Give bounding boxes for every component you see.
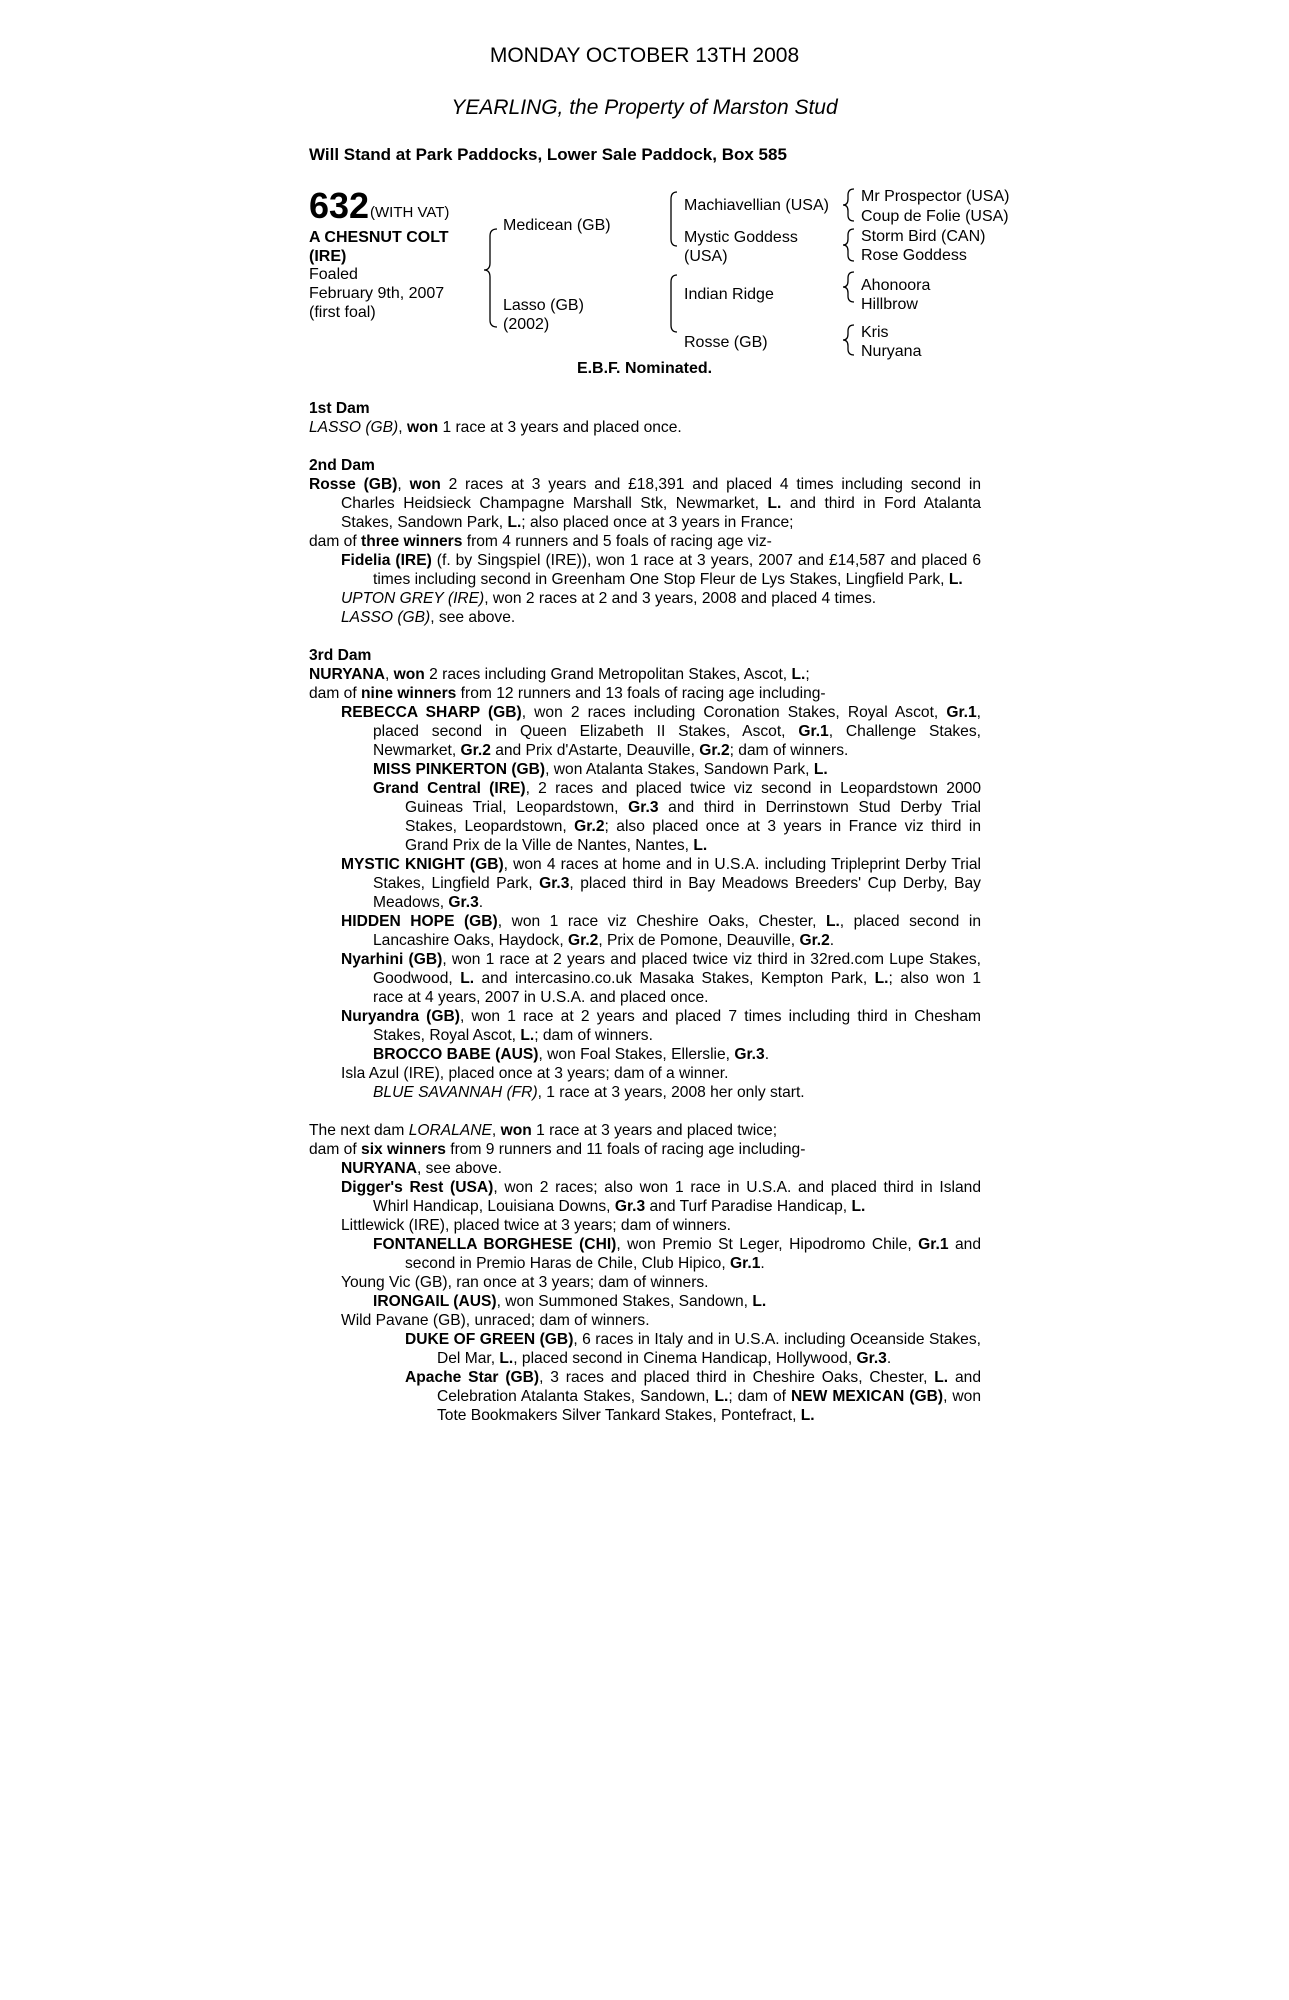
listed-mark: L. <box>714 1388 729 1405</box>
text-run: , won 1 race at 2 years and placed twice viz third in 32red.com Lupe Stakes, Goodwood, <box>373 951 982 987</box>
text-run: , placed third in Bay Meadows Breeders' Cup Derby, Bay Meadows, <box>373 875 981 911</box>
first-dam-text: 1 race at 3 years and placed once. <box>438 419 682 436</box>
horse-name: Nyarhini (GB) <box>341 951 443 968</box>
text-run: ; dam of <box>728 1388 791 1405</box>
pedigree-sdd: Rose Goddess <box>861 247 967 264</box>
text-run: Young Vic (GB), ran once at 3 years; dam of winners. <box>341 1274 709 1291</box>
grade-mark: Gr.3 <box>628 799 659 816</box>
listed-mark: L. <box>851 1198 866 1215</box>
horse-name: NEW MEXICAN (GB) <box>791 1388 944 1405</box>
text-run: , won 2 races at 2 and 3 years, 2008 and placed 4 times. <box>484 590 877 607</box>
listed-mark: L. <box>800 1407 815 1424</box>
text-run: and Prix d'Astarte, Deauville, <box>490 742 700 759</box>
listed-mark: L. <box>460 970 475 987</box>
horse-name: DUKE OF GREEN (GB) <box>405 1331 574 1348</box>
listed-mark: L. <box>825 913 840 930</box>
listed-mark: L. <box>520 1027 535 1044</box>
grade-mark: Gr.3 <box>539 875 570 892</box>
text-run: , placed second in Lancashire Oaks, Haydock, <box>373 913 981 949</box>
text-run: 1 race at 3 years and placed twice; <box>531 1122 778 1139</box>
lot-number: 632 <box>309 185 370 226</box>
produce-grand-central <box>309 779 981 855</box>
text-run: , see above. <box>430 609 516 626</box>
grade-mark: Gr.3 <box>448 894 479 911</box>
listed-mark: L. <box>767 495 782 512</box>
horse-name: BLUE SAVANNAH (FR) <box>373 1084 538 1101</box>
second-dam-heading: 2nd Dam <box>309 457 375 474</box>
listed-mark: L. <box>874 970 889 987</box>
produce-miss-pinkerton <box>309 760 981 779</box>
pedigree-dss: Ahonoora <box>861 277 931 294</box>
text-run: 2 races at 3 years and £18,391 and placed 4 times including second in Charles Heidsieck Champagne Marshall Stk, Newmarket, <box>341 476 981 512</box>
produce-wild-pavane <box>309 1311 981 1330</box>
first-dam-heading: 1st Dam <box>309 400 370 417</box>
horse-name: Digger's Rest (USA) <box>341 1179 494 1196</box>
produce-nuryana <box>309 1159 981 1178</box>
horse-name: HIDDEN HOPE (GB) <box>341 913 498 930</box>
first-dam-won: won <box>406 419 439 436</box>
grade-mark: Gr.3 <box>614 1198 646 1215</box>
text-run: from 9 runners and 11 foals of racing age including- <box>445 1141 806 1158</box>
text-run: , 2 races and placed twice viz second in Leopardstown 2000 Guineas Trial, Leopardstown, <box>405 780 981 816</box>
horse-name: MYSTIC KNIGHT (GB) <box>341 856 504 873</box>
text-run: (f. by Singspiel (IRE)), won 1 race at 3 years, 2007 and £14,587 and placed 6 times including second in Greenham One Stop Fleur de Lys Stakes, Lingfield Park, <box>373 552 981 588</box>
pedigree-dam-sire: Indian Ridge <box>684 286 774 303</box>
text-run: , won Premio St Leger, Hipodromo Chile, <box>616 1236 919 1253</box>
produce-fidelia <box>309 551 981 589</box>
text-run: , won Tote Bookmakers Silver Tankard Stakes, Pontefract, <box>437 1388 981 1424</box>
listed-mark: L. <box>948 571 963 588</box>
text-run: from 4 runners and 5 foals of racing age viz- <box>462 533 772 550</box>
pedigree-dsd: Hillbrow <box>861 296 918 313</box>
listed-mark: L. <box>791 666 806 683</box>
text-run: , 1 race at 3 years, 2008 her only start. <box>537 1084 805 1101</box>
text-run: . <box>760 1255 765 1272</box>
text-run: and Celebration Atalanta Stakes, Sandown, <box>437 1369 981 1405</box>
third-dam-heading: 3rd Dam <box>309 647 372 664</box>
text-run: Wild Pavane (GB), unraced; dam of winners. <box>341 1312 650 1329</box>
grade-mark: Gr.1 <box>918 1236 949 1253</box>
horse-name: LASSO (GB) <box>341 609 431 626</box>
pedigree-dam <box>503 296 584 334</box>
horse-name: BROCCO BABE (AUS) <box>373 1046 539 1063</box>
produce-nyarhini <box>309 950 981 1007</box>
text-run: , won 1 race viz Cheshire Oaks, Chester, <box>497 913 826 930</box>
produce-young-vic <box>309 1273 981 1292</box>
pedigree-dam-name: Lasso (GB) <box>503 297 584 314</box>
horse-name: Grand Central (IRE) <box>373 780 526 797</box>
pedigree-sire-sire: Machiavellian (USA) <box>684 197 829 214</box>
pedigree-sire-dam-name: Mystic Goddess <box>684 229 798 246</box>
text-run: . <box>478 894 484 911</box>
grade-mark: Gr.1 <box>730 1255 761 1272</box>
text-run: Isla Azul (IRE), placed once at 3 years; dam of a winner. <box>341 1065 729 1082</box>
produce-blue-savannah <box>309 1083 981 1102</box>
pedigree-ddd: Nuryana <box>861 343 922 360</box>
pedigree-ssd: Coup de Folie (USA) <box>861 208 1009 225</box>
foaled-note: (first foal) <box>309 304 376 321</box>
produce-nuryandra <box>309 1007 981 1045</box>
produce-apache-star <box>309 1368 981 1425</box>
text-run: , won Summoned Stakes, Sandown, <box>496 1293 753 1310</box>
text-run: , won 2 races; also won 1 race in U.S.A. and placed third in Island Whirl Handicap, Louisiana Downs, <box>373 1179 981 1215</box>
text-run: , placed second in Queen Elizabeth II Stakes, Ascot, <box>373 704 981 740</box>
horse-name: NURYANA <box>341 1160 417 1177</box>
produce-irongail <box>309 1292 981 1311</box>
text-run: , Challenge Stakes, Newmarket, <box>373 723 981 759</box>
second-dam-name: Rosse (GB) <box>309 476 398 493</box>
third-dam-produce-summary <box>309 684 981 703</box>
horse-name: IRONGAIL (AUS) <box>373 1293 497 1310</box>
text-run: , Prix de Pomone, Deauville, <box>598 932 800 949</box>
second-dam-produce-summary <box>309 532 981 551</box>
text-run: dam of <box>309 685 362 702</box>
foaled-date: February 9th, 2007 <box>309 285 445 302</box>
produce-littlewick <box>309 1216 981 1235</box>
text-run: and Turf Paradise Handicap, <box>645 1198 852 1215</box>
sale-date: MONDAY OCTOBER 13TH 2008 <box>489 44 800 67</box>
text-run: , see above. <box>416 1160 502 1177</box>
horse-name: REBECCA SHARP (GB) <box>341 704 522 721</box>
text-run: . <box>886 1350 892 1367</box>
pedigree-sds: Storm Bird (CAN) <box>861 228 986 245</box>
stand-location: Will Stand at Park Paddocks, Lower Sale Paddock, Box 585 <box>309 145 787 164</box>
text-run: , 6 races in Italy and in U.S.A. including Oceanside Stakes, Del Mar, <box>437 1331 981 1367</box>
produce-fontanella-borghese <box>309 1235 981 1273</box>
catalogue-body <box>309 399 981 1425</box>
horse-name: UPTON GREY (IRE) <box>341 590 485 607</box>
grade-mark: Gr.2 <box>460 742 491 759</box>
produce-isla-azul <box>309 1064 981 1083</box>
produce-duke-of-green <box>309 1330 981 1368</box>
pedigree-sire-dam-country: (USA) <box>684 248 728 265</box>
next-dam-name: LORALANE <box>408 1122 492 1139</box>
horse-name: Nuryandra (GB) <box>341 1008 460 1025</box>
third-dam-won: won <box>393 666 425 683</box>
grade-mark: Gr.2 <box>799 932 830 949</box>
text-run: dam of <box>309 1141 362 1158</box>
horse-name: FONTANELLA BORGHESE (CHI) <box>373 1236 617 1253</box>
third-dam-entry: NURYANA, won 2 races including Grand Metropolitan Stakes, Ascot, L.; <box>309 666 810 683</box>
text-run: and third in Derrinstown Stud Derby Trial Stakes, Leopardstown, <box>405 799 981 835</box>
text-run: ; dam of winners. <box>729 742 849 759</box>
produce-hidden-hope <box>309 912 981 950</box>
grade-mark: Gr.1 <box>798 723 829 740</box>
text-run: and intercasino.co.uk Masaka Stakes, Kempton Park, <box>474 970 875 987</box>
listed-mark: L. <box>813 761 828 778</box>
grade-mark: Gr.2 <box>568 932 599 949</box>
text-run: 2 races including Grand Metropolitan Stakes, Ascot, <box>424 666 792 683</box>
text-run: The next dam <box>309 1122 409 1139</box>
next-dam-produce-summary <box>309 1140 981 1159</box>
second-dam-entry: Rosse (GB), won 2 races at 3 years and £18,391 and placed 4 times including second in Charles Heidsieck Champagne Marshall Stk, Newmarket, L. and third in Ford Atalanta Stakes, Sandown Park, L.; also placed once at 3 years in France; <box>309 476 981 531</box>
text-run: dam of <box>309 533 362 550</box>
produce-rebecca-sharp <box>309 703 981 760</box>
foaled-label: Foaled <box>309 266 358 283</box>
text-run: . <box>829 932 835 949</box>
winners-count: nine winners <box>361 685 457 702</box>
third-dam-name: NURYANA <box>309 666 385 683</box>
produce-lasso <box>309 608 981 627</box>
pedigree-dds: Kris <box>861 324 889 341</box>
lot-desc-line-1: A CHESNUT COLT <box>309 229 449 246</box>
text-run: , won 2 races including Coronation Stakes, Royal Ascot, <box>521 704 947 721</box>
text-run: and second in Premio Haras de Chile, Club Hipico, <box>405 1236 981 1272</box>
pedigree-brackets <box>0 0 1289 400</box>
listed-mark: L. <box>934 1369 949 1386</box>
pedigree-dam-year: (2002) <box>503 316 550 333</box>
text-run: , <box>491 1122 501 1139</box>
grade-mark: Gr.2 <box>574 818 605 835</box>
produce-upton-grey <box>309 589 981 608</box>
first-dam-name: LASSO (GB) <box>309 419 399 436</box>
second-dam-won: won <box>409 476 441 493</box>
text-run: ; <box>805 666 810 683</box>
listed-mark: L. <box>752 1293 767 1310</box>
text-run: from 12 runners and 13 foals of racing age including- <box>456 685 826 702</box>
pedigree-sire-dam <box>684 228 798 266</box>
text-run: , 3 races and placed third in Cheshire Oaks, Chester, <box>539 1369 935 1386</box>
pedigree-sss: Mr Prospector (USA) <box>861 188 1010 205</box>
text-run: , won Foal Stakes, Ellerslie, <box>538 1046 735 1063</box>
text-run: ; dam of winners. <box>534 1027 653 1044</box>
grade-mark: Gr.1 <box>946 704 977 721</box>
text-run: , won 1 race at 2 years and placed 7 times including third in Chesham Stakes, Royal Ascot, <box>373 1008 981 1044</box>
horse-name: Apache Star (GB) <box>405 1369 540 1386</box>
pedigree-dam-dam: Rosse (GB) <box>684 334 768 351</box>
grade-mark: Gr.2 <box>699 742 730 759</box>
text-run: and third in Ford Atalanta Stakes, Sandown Park, <box>341 495 981 531</box>
text-run: , won Atalanta Stakes, Sandown Park, <box>545 761 814 778</box>
produce-mystic-knight <box>309 855 981 912</box>
text-run: . <box>764 1046 770 1063</box>
winners-count: six winners <box>361 1141 446 1158</box>
pedigree-sire: Medicean (GB) <box>503 217 611 234</box>
listed-mark: L. <box>693 837 708 854</box>
text-run: ; also placed once at 3 years in France; <box>521 514 794 531</box>
grade-mark: Gr.3 <box>734 1046 765 1063</box>
horse-name: Fidelia (IRE) <box>341 552 432 569</box>
vat-note: (WITH VAT) <box>370 204 450 221</box>
winners-count: three winners <box>361 533 463 550</box>
ebf-nominated: E.B.F. Nominated. <box>576 360 713 377</box>
next-dam-won: won <box>500 1122 532 1139</box>
horse-name: MISS PINKERTON (GB) <box>373 761 546 778</box>
grade-mark: Gr.3 <box>856 1350 887 1367</box>
listed-mark: L. <box>499 1350 514 1367</box>
produce-diggers-rest <box>309 1178 981 1216</box>
text-run: , placed second in Cinema Handicap, Hollywood, <box>513 1350 857 1367</box>
next-dam-entry <box>309 1121 981 1140</box>
text-run: ; also won 1 race at 4 years, 2007 in U.S.A. and placed once. <box>373 970 981 1006</box>
text-run: Littlewick (IRE), placed twice at 3 years; dam of winners. <box>341 1217 731 1234</box>
first-dam-entry: LASSO (GB), won 1 race at 3 years and placed once. <box>309 419 682 436</box>
lot-desc-line-2: (IRE) <box>309 248 347 265</box>
listed-mark: L. <box>507 514 522 531</box>
produce-brocco-babe <box>309 1045 981 1064</box>
lot-subtitle: YEARLING, the Property of Marston Stud <box>451 96 838 119</box>
text-run: , won 4 races at home and in U.S.A. including Tripleprint Derby Trial Stakes, Lingfield Park, <box>373 856 981 892</box>
text-run: ; also placed once at 3 years in France viz third in Grand Prix de la Ville de Nantes, Nantes, <box>405 818 981 854</box>
